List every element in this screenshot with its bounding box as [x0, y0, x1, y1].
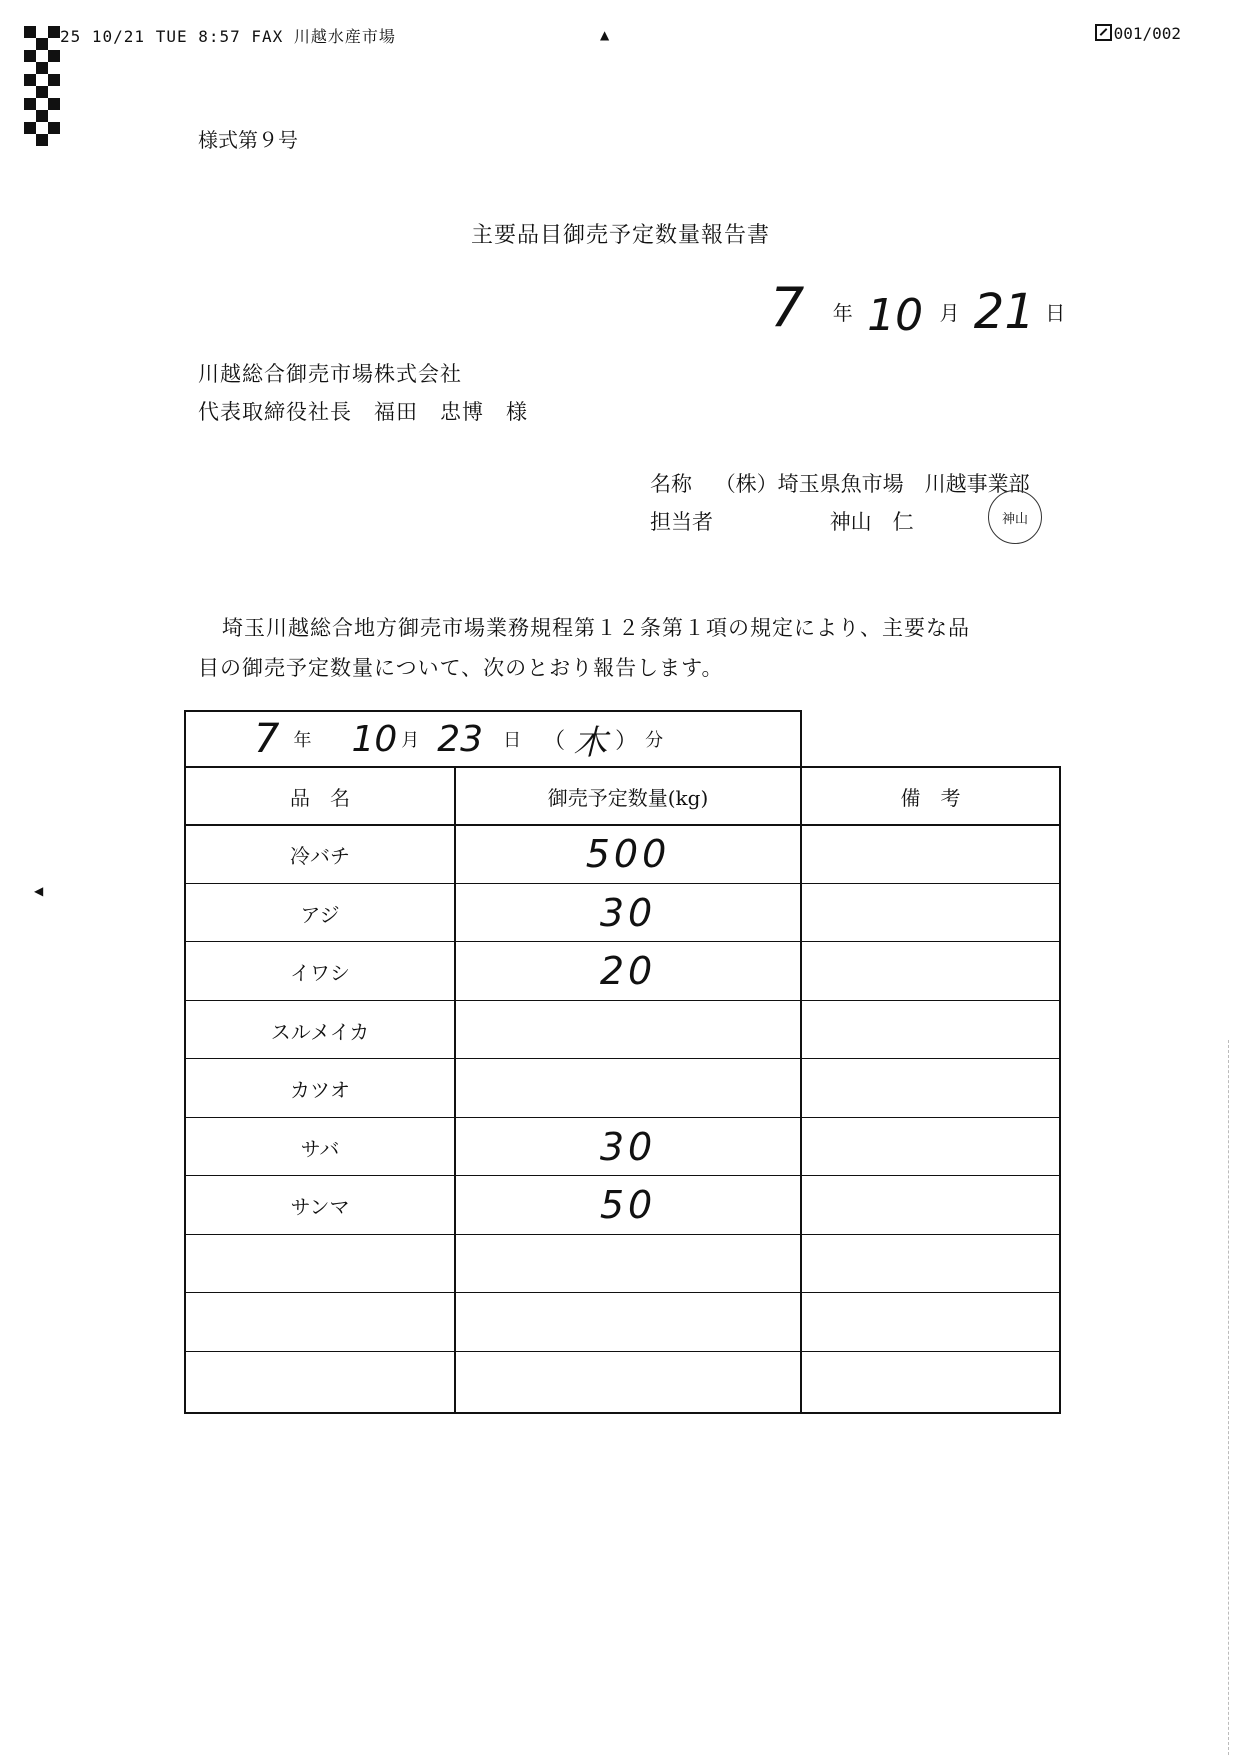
row-2-item: アジ	[300, 902, 340, 927]
target-date-year-label: 年	[293, 730, 312, 751]
recipient-person: 代表取締役社長 福田 忠博 様	[198, 400, 528, 424]
sender-person-label: 担当者	[650, 510, 713, 534]
target-date-month-label: 月	[401, 730, 420, 751]
target-date-suffix: 分	[645, 730, 664, 751]
sender-person-row	[650, 506, 914, 536]
target-date-paren-close: ）	[615, 728, 638, 754]
row-9-remarks	[802, 1293, 1059, 1351]
document-title: 主要品目御売予定数量報告書	[470, 223, 770, 248]
fax-page-number: 001/002	[1095, 24, 1181, 43]
row-9-item	[186, 1293, 454, 1351]
seal-stamp-icon: 神山	[988, 490, 1042, 544]
row-6-remarks	[802, 1118, 1059, 1176]
target-date-month: 10	[351, 718, 398, 760]
recipient-company: 川越総合御売市場株式会社	[198, 362, 462, 386]
target-date-day-label: 日	[503, 730, 522, 751]
row-5-quantity	[456, 1059, 800, 1117]
fax-icon	[1095, 24, 1112, 41]
row-4-item: スルメイカ	[270, 1019, 370, 1044]
fax-marker: ▲	[600, 28, 610, 42]
row-9-quantity	[456, 1293, 800, 1351]
row-7-remarks	[802, 1176, 1059, 1234]
row-7-item: サンマ	[290, 1194, 350, 1219]
quantity-report-table	[184, 710, 1061, 1414]
row-10-quantity	[456, 1352, 800, 1410]
row-10-remarks	[802, 1352, 1059, 1410]
body-text-line1: 埼玉川越総合地方御売市場業務規程第１２条第１項の規定により、主要な品	[222, 616, 970, 640]
row-1-remarks	[802, 825, 1059, 883]
report-date	[770, 270, 1066, 341]
target-date-paren-open: （	[543, 728, 566, 754]
row-5-item: カツオ	[290, 1077, 350, 1102]
header-item: 品 名	[290, 785, 350, 810]
row-3-remarks	[802, 942, 1059, 1000]
row-6-item: サバ	[300, 1136, 340, 1161]
row-3-quantity: 20	[599, 949, 657, 993]
side-marker-icon: ◀	[34, 884, 44, 898]
row-8-item	[186, 1235, 454, 1293]
row-10-item	[186, 1352, 454, 1410]
row-4-quantity	[456, 1001, 800, 1059]
report-date-month: 10	[867, 290, 924, 341]
report-date-year-label: 年	[832, 301, 853, 325]
row-5-remarks	[802, 1059, 1059, 1117]
row-1-item: 冷バチ	[290, 843, 350, 868]
sender-name-label: 名称	[650, 472, 692, 496]
report-date-day: 21	[973, 284, 1035, 340]
row-1-quantity: 500	[585, 832, 671, 876]
target-date-day: 23	[437, 718, 484, 760]
row-8-remarks	[802, 1235, 1059, 1293]
header-remarks: 備 考	[900, 785, 961, 810]
target-date-weekday: 木	[573, 722, 608, 763]
target-date	[254, 712, 663, 766]
report-date-day-label: 日	[1045, 301, 1066, 325]
row-3-item: イワシ	[290, 960, 350, 985]
sender-person: 神山 仁	[829, 510, 914, 534]
row-8-quantity	[456, 1235, 800, 1293]
body-text-line2: 目の御売予定数量について、次のとおり報告します。	[198, 656, 724, 680]
row-4-remarks	[802, 1001, 1059, 1059]
row-2-remarks	[802, 884, 1059, 942]
fax-header-line: 25 10/21 TUE 8:57 FAX 川越水産市場	[60, 27, 396, 46]
sender-name-row	[650, 468, 1030, 498]
report-date-month-label: 月	[939, 301, 960, 325]
sender-name: （株）埼玉県魚市場 川越事業部	[714, 472, 1030, 496]
scan-edge-divider	[1228, 1040, 1229, 1755]
form-number: 様式第９号	[198, 128, 298, 152]
header-quantity: 御売予定数量(kg)	[547, 785, 709, 810]
target-date-year: 7	[254, 716, 280, 762]
row-6-quantity: 30	[599, 1125, 657, 1169]
row-7-quantity: 50	[599, 1183, 657, 1227]
fax-checker-pattern	[24, 26, 60, 146]
row-2-quantity: 30	[599, 891, 657, 935]
report-date-year: 7	[770, 276, 805, 339]
